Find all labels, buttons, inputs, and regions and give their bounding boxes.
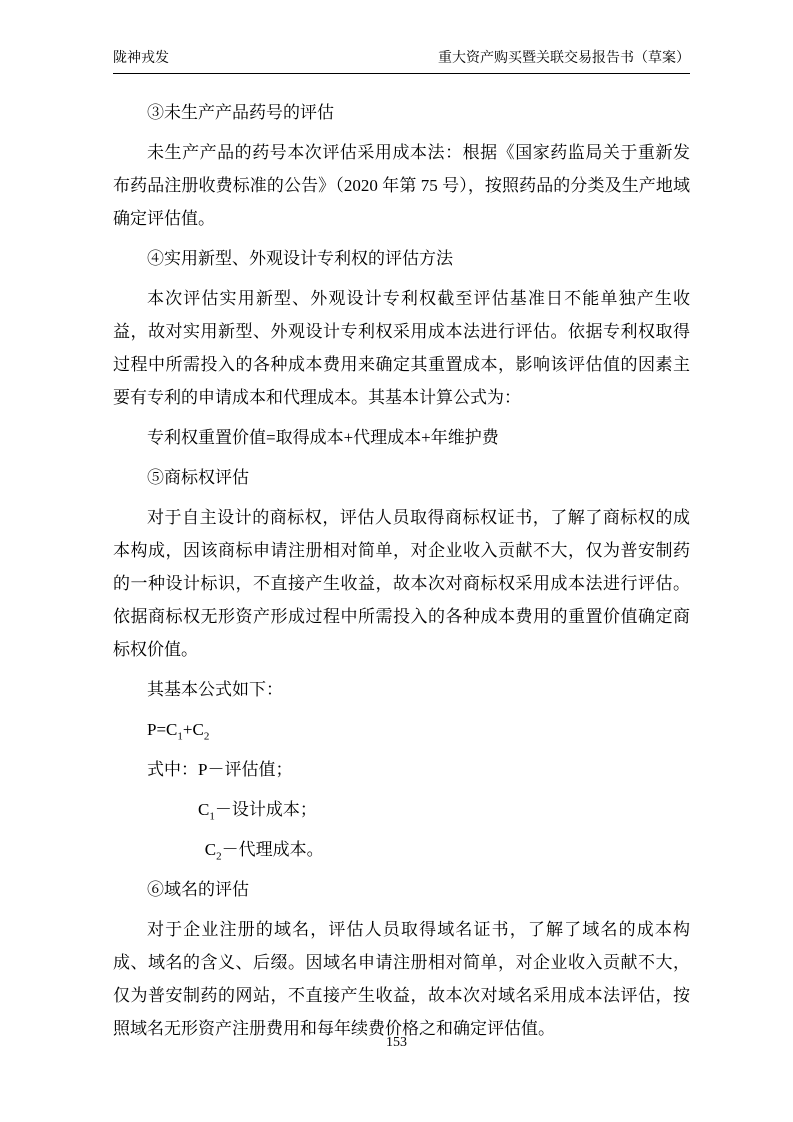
c2-definition-text: －代理成本。	[221, 840, 324, 859]
para-domain-name-eval: 对于企业注册的域名，评估人员取得域名证书，了解了域名的成本构成、域名的含义、后缀。因域名申请注册相对简单，对企业收入贡献不大，仅为普安制药的网站，不直接产生收益，故本次对域名采用成本法评估，按照域名无形资产注册费用和每年续费价格之和确定评估值。	[113, 920, 690, 1038]
para-utility-design-patent-eval: 本次评估实用新型、外观设计专利权截至评估基准日不能单独产生收益，故对实用新型、外观设计专利权采用成本法进行评估。依据专利权取得过程中所需投入的各种成本费用来确定其重置成本，影响该评估值的因素主要有专利的申请成本和代理成本。其基本计算公式为：	[113, 289, 690, 407]
c1-definition-text: －设计成本；	[214, 800, 317, 819]
document-body	[113, 96, 690, 1052]
formula-mid: +C	[182, 720, 204, 739]
header-company-name: 陇神戎发	[113, 51, 169, 66]
line-basic-formula-intro: 其基本公式如下：	[147, 680, 283, 699]
formula-patent-replacement-value: 专利权重置价值=取得成本+代理成本+年维护费	[147, 428, 499, 447]
formula-subscript-1: 1	[177, 730, 183, 743]
line-c2-definition	[113, 833, 690, 866]
heading-domain-name-eval: ⑥域名的评估	[147, 880, 249, 899]
c2-symbol: C	[204, 840, 217, 859]
c1-symbol: C	[198, 800, 210, 819]
line-c1-definition	[113, 793, 690, 826]
c2-subscript: 2	[216, 850, 222, 863]
c1-subscript: 1	[209, 810, 215, 823]
header-document-title: 重大资产购买暨关联交易报告书（草案）	[438, 51, 690, 66]
para-unproduced-drug-license-eval: 未生产产品的药号本次评估采用成本法：根据《国家药监局关于重新发布药品注册收费标准的公告》（2020 年第 75 号），按照药品的分类及生产地域确定评估值。	[113, 143, 690, 228]
formula-pre: P=C	[147, 720, 178, 739]
page-footer	[0, 1034, 793, 1052]
heading-trademark-eval: ⑤商标权评估	[147, 468, 249, 487]
page-header	[113, 50, 690, 74]
heading-unproduced-drug-license-eval: ③未生产产品药号的评估	[147, 103, 334, 122]
formula-p-equals-c1-plus-c2	[113, 713, 690, 746]
page-number: 153	[386, 1035, 407, 1050]
heading-utility-design-patent-eval: ④实用新型、外观设计专利权的评估方法	[147, 249, 453, 268]
para-trademark-eval: 对于自主设计的商标权，评估人员取得商标权证书，了解了商标权的成本构成，因该商标申请注册相对简单，对企业收入贡献不大，仅为普安制药的一种设计标识，不直接产生收益，故本次对商标权采用成本法进行评估。依据商标权无形资产形成过程中所需投入的各种成本费用的重置价值确定商标权价值。	[113, 508, 690, 659]
line-where-p-definition: 式中：P－评估值；	[147, 760, 293, 779]
formula-subscript-2: 2	[203, 730, 210, 743]
